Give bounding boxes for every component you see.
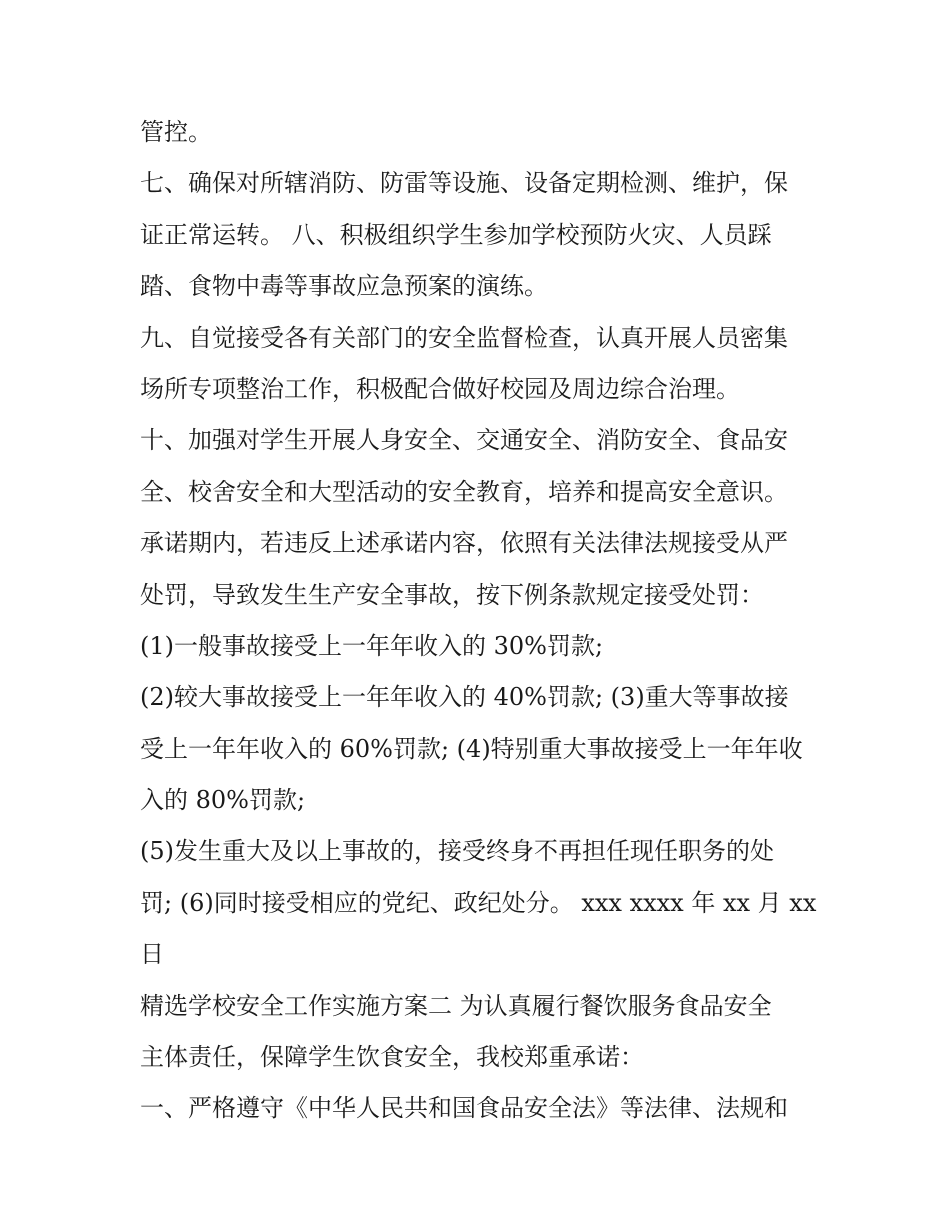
text-line: 日 <box>140 940 164 969</box>
text-line: (2)较大事故接受上一年年收入的 40%罚款; (3)重大等事故接 <box>140 683 789 712</box>
text-line: 受上一年年收入的 60%罚款; (4)特别重大事故接受上一年年收 <box>140 734 803 763</box>
text-line: 十、加强对学生开展人身安全、交通安全、消防安全、食品安 <box>140 426 788 455</box>
text-line: 七、确保对所辖消防、防雷等设施、设备定期检测、维护，保 <box>140 169 788 198</box>
text-line: 处罚，导致发生生产安全事故，按下例条款规定接受处罚： <box>140 580 764 609</box>
text-line: 全、校舍安全和大型活动的安全教育，培养和提高安全意识。 <box>140 477 788 506</box>
text-line: 一、严格遵守《中华人民共和国食品安全法》等法律、法规和 <box>140 1094 788 1123</box>
text-line: 罚; (6)同时接受相应的党纪、政纪处分。 xxx xxxx 年 xx 月 xx <box>140 888 817 917</box>
text-line: 证正常运转。 八、积极组织学生参加学校预防火灾、人员踩 <box>140 220 772 249</box>
text-line: 入的 80%罚款; <box>140 786 306 815</box>
text-line: (1)一般事故接受上一年年收入的 30%罚款; <box>140 631 604 660</box>
text-line: (5)发生重大及以上事故的，接受终身不再担任现任职务的处 <box>140 837 774 866</box>
text-line: 管控。 <box>140 118 212 146</box>
text-line: 场所专项整治工作，积极配合做好校园及周边综合治理。 <box>140 374 740 403</box>
text-line: 精选学校安全工作实施方案二 为认真履行餐饮服务食品安全 <box>140 991 772 1020</box>
text-line: 承诺期内，若违反上述承诺内容，依照有关法律法规接受从严 <box>140 529 788 558</box>
text-line: 踏、食物中毒等事故应急预案的演练。 <box>140 272 548 301</box>
text-line: 九、自觉接受各有关部门的安全监督检查，认真开展人员密集 <box>140 323 788 352</box>
document-body <box>140 107 820 1135</box>
text-line: 主体责任，保障学生饮食安全，我校郑重承诺： <box>140 1043 644 1072</box>
